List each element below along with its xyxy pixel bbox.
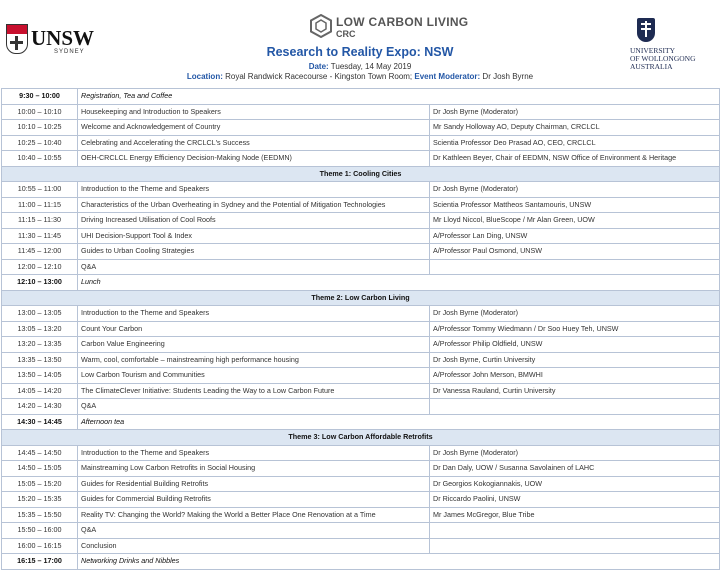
- uow-shield-icon: [637, 18, 655, 42]
- session-title: Housekeeping and Introduction to Speakers: [78, 104, 430, 120]
- session-row: [2, 461, 720, 477]
- session-row: [2, 476, 720, 492]
- session-row: [2, 120, 720, 136]
- session-speaker: A/Professor Philip Oldfield, UNSW: [430, 337, 720, 353]
- date-line: [0, 62, 720, 71]
- session-title: Mainstreaming Low Carbon Retrofits in Social Housing: [78, 461, 430, 477]
- uow-logo-line3: AUSTRALIA: [630, 62, 673, 71]
- session-row: [2, 228, 720, 244]
- session-title: The ClimateClever Initiative: Students Leading the Way to a Low Carbon Future: [78, 383, 430, 399]
- session-row: [2, 445, 720, 461]
- moderator-label: Event Moderator:: [414, 72, 481, 81]
- page-header: [0, 0, 720, 88]
- uow-logo-line1: UNIVERSITY: [630, 46, 675, 55]
- session-title: Conclusion: [78, 538, 430, 554]
- session-speaker: Dr Kathleen Beyer, Chair of EEDMN, NSW Office of Environment & Heritage: [430, 151, 720, 167]
- session-time: 14:45 – 14:50: [2, 445, 78, 461]
- session-row: [2, 337, 720, 353]
- location-label: Location:: [186, 72, 223, 81]
- session-time: 10:55 – 11:00: [2, 182, 78, 198]
- session-time: 11:15 – 11:30: [2, 213, 78, 229]
- session-speaker: A/Professor Paul Osmond, UNSW: [430, 244, 720, 260]
- session-time: 13:20 – 13:35: [2, 337, 78, 353]
- session-title: Count Your Carbon: [78, 321, 430, 337]
- session-speaker: Scientia Professor Deo Prasad AO, CEO, CRCLCL: [430, 135, 720, 151]
- session-title: Introduction to the Theme and Speakers: [78, 182, 430, 198]
- session-speaker: Dr Riccardo Paolini, UNSW: [430, 492, 720, 508]
- session-title: Low Carbon Tourism and Communities: [78, 368, 430, 384]
- break-row: [2, 89, 720, 105]
- session-speaker: Dr Vanessa Rauland, Curtin University: [430, 383, 720, 399]
- theme-title: Theme 3: Low Carbon Affordable Retrofits: [2, 430, 720, 446]
- session-title: Q&A: [78, 523, 430, 539]
- session-row: [2, 135, 720, 151]
- session-row: [2, 538, 720, 554]
- session-time: 9:30 – 10:00: [2, 89, 78, 105]
- break-row: [2, 414, 720, 430]
- session-title: Q&A: [78, 399, 430, 415]
- session-title: Warm, cool, comfortable – mainstreaming high performance housing: [78, 352, 430, 368]
- hexagon-logo-icon: [310, 14, 332, 38]
- session-row: [2, 321, 720, 337]
- session-title: Guides to Urban Cooling Strategies: [78, 244, 430, 260]
- session-title: OEH-CRCLCL Energy Efficiency Decision-Making Node (EEDMN): [78, 151, 430, 167]
- lcl-logo-line1: LOW CARBON LIVING: [336, 15, 469, 29]
- session-time: 14:20 – 14:30: [2, 399, 78, 415]
- session-time: 13:35 – 13:50: [2, 352, 78, 368]
- low-carbon-living-logo: [310, 14, 469, 42]
- session-time: 11:00 – 11:15: [2, 197, 78, 213]
- session-time: 11:45 – 12:00: [2, 244, 78, 260]
- session-time: 16:15 – 17:00: [2, 554, 78, 570]
- session-row: [2, 399, 720, 415]
- session-time: 14:30 – 14:45: [2, 414, 78, 430]
- session-time: 10:40 – 10:55: [2, 151, 78, 167]
- uow-logo-line2: OF WOLLONGONG: [630, 54, 696, 63]
- session-time: 15:35 – 15:50: [2, 507, 78, 523]
- session-time: 14:05 – 14:20: [2, 383, 78, 399]
- session-time: 12:00 – 12:10: [2, 259, 78, 275]
- page-title: Research to Reality Expo: NSW: [266, 45, 454, 59]
- session-title: Celebrating and Accelerating the CRCLCL's Success: [78, 135, 430, 151]
- session-row: [2, 383, 720, 399]
- session-title: UHI Decision-Support Tool & Index: [78, 228, 430, 244]
- lcl-logo-line2: CRC: [336, 29, 356, 39]
- session-title: Driving Increased Utilisation of Cool Roofs: [78, 213, 430, 229]
- session-speaker: [430, 399, 720, 415]
- date-value: Tuesday, 14 May 2019: [330, 62, 412, 71]
- session-title: Introduction to the Theme and Speakers: [78, 306, 430, 322]
- break-row: [2, 554, 720, 570]
- location-value: Royal Randwick Racecourse - Kingston Town Room;: [225, 72, 413, 81]
- session-row: [2, 104, 720, 120]
- session-title: Characteristics of the Urban Overheating in Sydney and the Potential of Mitigation Technologies: [78, 197, 430, 213]
- session-row: [2, 259, 720, 275]
- session-speaker: Dr Josh Byrne, Curtin University: [430, 352, 720, 368]
- session-row: [2, 197, 720, 213]
- session-title: Reality TV: Changing the World? Making the World a Better Place One Renovation at a Time: [78, 507, 430, 523]
- session-time: 15:20 – 15:35: [2, 492, 78, 508]
- session-time: 10:25 – 10:40: [2, 135, 78, 151]
- session-row: [2, 244, 720, 260]
- session-time: 11:30 – 11:45: [2, 228, 78, 244]
- session-row: [2, 182, 720, 198]
- session-speaker: Dr Josh Byrne (Moderator): [430, 306, 720, 322]
- date-label: Date:: [308, 62, 329, 71]
- session-time: 13:00 – 13:05: [2, 306, 78, 322]
- session-row: [2, 213, 720, 229]
- break-description: Afternoon tea: [78, 414, 720, 430]
- break-row: [2, 275, 720, 291]
- theme-title: Theme 1: Cooling Cities: [2, 166, 720, 182]
- session-row: [2, 507, 720, 523]
- theme-header-row: [2, 166, 720, 182]
- uow-logo: [630, 18, 712, 74]
- session-time: 14:50 – 15:05: [2, 461, 78, 477]
- session-speaker: A/Professor Tommy Wiedmann / Dr Soo Huey Teh, UNSW: [430, 321, 720, 337]
- session-row: [2, 352, 720, 368]
- session-time: 12:10 – 13:00: [2, 275, 78, 291]
- session-row: [2, 492, 720, 508]
- session-speaker: Mr Lloyd Niccol, BlueScope / Mr Alan Green, UOW: [430, 213, 720, 229]
- session-speaker: [430, 538, 720, 554]
- session-title: Welcome and Acknowledgement of Country: [78, 120, 430, 136]
- session-speaker: [430, 259, 720, 275]
- session-speaker: [430, 523, 720, 539]
- theme-header-row: [2, 430, 720, 446]
- session-speaker: Dr Georgios Kokogiannakis, UOW: [430, 476, 720, 492]
- break-description: Registration, Tea and Coffee: [78, 89, 720, 105]
- session-row: [2, 368, 720, 384]
- session-row: [2, 151, 720, 167]
- session-time: 10:10 – 10:25: [2, 120, 78, 136]
- location-line: [0, 72, 720, 81]
- session-speaker: Mr James McGregor, Blue Tribe: [430, 507, 720, 523]
- agenda-table: [1, 88, 720, 570]
- moderator-value: Dr Josh Byrne: [482, 72, 534, 81]
- session-row: [2, 523, 720, 539]
- theme-header-row: [2, 290, 720, 306]
- agenda-body: [2, 89, 720, 570]
- session-speaker: A/Professor John Merson, BMWHI: [430, 368, 720, 384]
- session-title: Q&A: [78, 259, 430, 275]
- session-time: 15:50 – 16:00: [2, 523, 78, 539]
- break-description: Lunch: [78, 275, 720, 291]
- session-time: 13:50 – 14:05: [2, 368, 78, 384]
- session-row: [2, 306, 720, 322]
- session-speaker: Mr Sandy Holloway AO, Deputy Chairman, CRCLCL: [430, 120, 720, 136]
- session-speaker: Dr Josh Byrne (Moderator): [430, 445, 720, 461]
- session-speaker: Scientia Professor Mattheos Santamouris, UNSW: [430, 197, 720, 213]
- session-speaker: Dr Josh Byrne (Moderator): [430, 182, 720, 198]
- session-time: 16:00 – 16:15: [2, 538, 78, 554]
- session-speaker: Dr Josh Byrne (Moderator): [430, 104, 720, 120]
- session-time: 13:05 – 13:20: [2, 321, 78, 337]
- theme-title: Theme 2: Low Carbon Living: [2, 290, 720, 306]
- session-title: Introduction to the Theme and Speakers: [78, 445, 430, 461]
- unsw-logo-text: UNSW: [31, 26, 95, 50]
- session-title: Guides for Commercial Building Retrofits: [78, 492, 430, 508]
- session-speaker: Dr Dan Daly, UOW / Susanna Savolainen of LAHC: [430, 461, 720, 477]
- session-title: Carbon Value Engineering: [78, 337, 430, 353]
- unsw-logo-sub: SYDNEY: [54, 49, 85, 55]
- session-speaker: A/Professor Lan Ding, UNSW: [430, 228, 720, 244]
- session-time: 15:05 – 15:20: [2, 476, 78, 492]
- break-description: Networking Drinks and Nibbles: [78, 554, 720, 570]
- session-title: Guides for Residential Building Retrofits: [78, 476, 430, 492]
- session-time: 10:00 – 10:10: [2, 104, 78, 120]
